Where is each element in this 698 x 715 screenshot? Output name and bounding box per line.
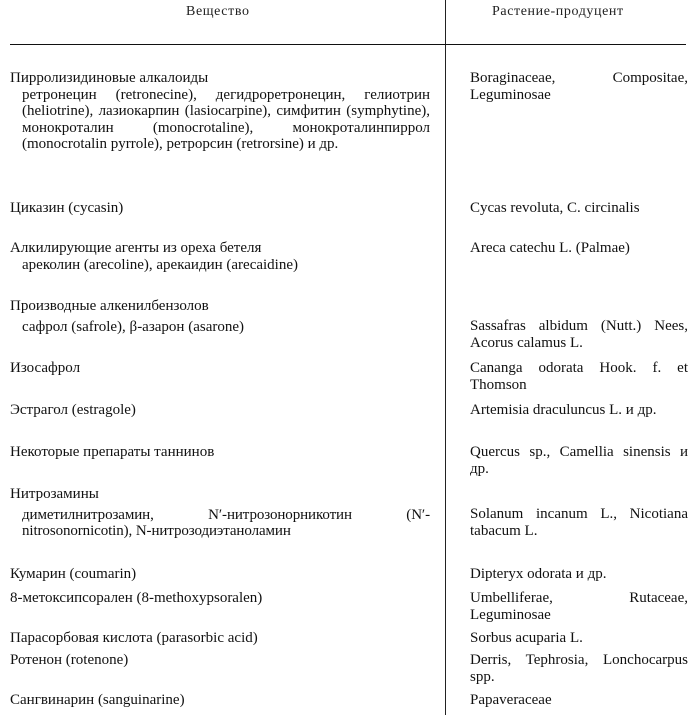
substance-title: Пирролизидиновые алкалоиды bbox=[10, 70, 209, 86]
column-divider bbox=[445, 0, 446, 715]
table-row-producer: Sorbus acuparia L. bbox=[470, 630, 583, 646]
table-row-producer: Boraginaceae, Compositae, Leguminosae bbox=[470, 70, 688, 103]
substance-title: 8-метоксипсорален (8-methoxypsoralen) bbox=[10, 590, 263, 606]
substance-title: Циказин (cycasin) bbox=[10, 200, 124, 216]
table-row-substance bbox=[10, 566, 430, 583]
substance-title: Изосафрол bbox=[10, 360, 81, 376]
table-row-producer: Papaveraceae bbox=[470, 692, 552, 708]
table-row-producer: Cycas revoluta, C. circinalis bbox=[470, 200, 640, 216]
table-row-producer: Umbelliferae, Rutaceae, Leguminosae bbox=[470, 590, 688, 623]
substance-detail: диметилнитрозамин, N′-нитрозонорникотин (N′-nitrosonornicotin), N-нитрозодиэтаноламин bbox=[22, 506, 430, 539]
table-row-producer: Artemisia draculuncus L. и др. bbox=[470, 402, 657, 418]
substance-title: Алкилирующие агенты из ореха бетеля bbox=[10, 240, 262, 256]
table-row-substance bbox=[10, 652, 430, 669]
substance-title: Производные алкенилбензолов bbox=[10, 298, 209, 314]
table-row-producer: Areca catechu L. (Palmae) bbox=[470, 240, 630, 256]
table-row-substance bbox=[10, 200, 430, 217]
substance-title: Сангвинарин (sanguinarine) bbox=[10, 692, 185, 708]
substance-title: Ротенон (rotenone) bbox=[10, 652, 129, 668]
substance-detail: ареколин (arecoline), арекаидин (arecaidine) bbox=[22, 256, 298, 273]
table-row-producer: Derris, Tephrosia, Lonchocarpus spp. bbox=[470, 652, 688, 685]
table-row-substance bbox=[10, 402, 430, 419]
substance-title: Некоторые препараты таннинов bbox=[10, 444, 215, 460]
table-row-producer: Solanum incanum L., Nicotiana tabacum L. bbox=[470, 506, 688, 539]
table-row-producer: Cananga odorata Hook. f. et Thomson bbox=[470, 360, 688, 393]
substance-detail: ретронецин (retronecine), дегидроретронецин, гелиотрин (heliotrine), лазиокарпин (lasiocarpine), симфитин (symphytine), монокроталин (monocrotaline), монокроталинпиррол (monocrotalin pyrrole), ретрорсин (retrorsine) и др. bbox=[22, 86, 430, 152]
substance-title: Эстрагол (estragole) bbox=[10, 402, 136, 418]
table-row-substance bbox=[10, 486, 430, 540]
table-row-substance bbox=[10, 70, 430, 153]
table-row-substance bbox=[10, 630, 430, 647]
table-row-substance bbox=[10, 360, 430, 377]
table-row-substance bbox=[10, 692, 430, 709]
substance-title: Нитрозамины bbox=[10, 486, 99, 502]
substance-detail: сафрол (safrole), β-азарон (asarone) bbox=[22, 318, 244, 335]
table-row-substance bbox=[10, 590, 430, 607]
table-row-substance bbox=[10, 444, 430, 461]
table-row-producer: Sassafras albidum (Nutt.) Nees, Acorus calamus L. bbox=[470, 318, 688, 351]
table-row-substance bbox=[10, 298, 430, 335]
table-row-producer: Dipteryx odorata и др. bbox=[470, 566, 607, 582]
table-row-producer: Quercus sp., Camellia sinensis и др. bbox=[470, 444, 688, 477]
substance-title: Кумарин (coumarin) bbox=[10, 566, 137, 582]
substance-title: Парасорбовая кислота (parasorbic acid) bbox=[10, 630, 258, 646]
table-row-substance bbox=[10, 240, 430, 273]
column-header-producer: Растение-продуцент bbox=[492, 4, 624, 19]
header-rule bbox=[10, 44, 686, 45]
column-header-substance: Вещество bbox=[186, 4, 250, 19]
